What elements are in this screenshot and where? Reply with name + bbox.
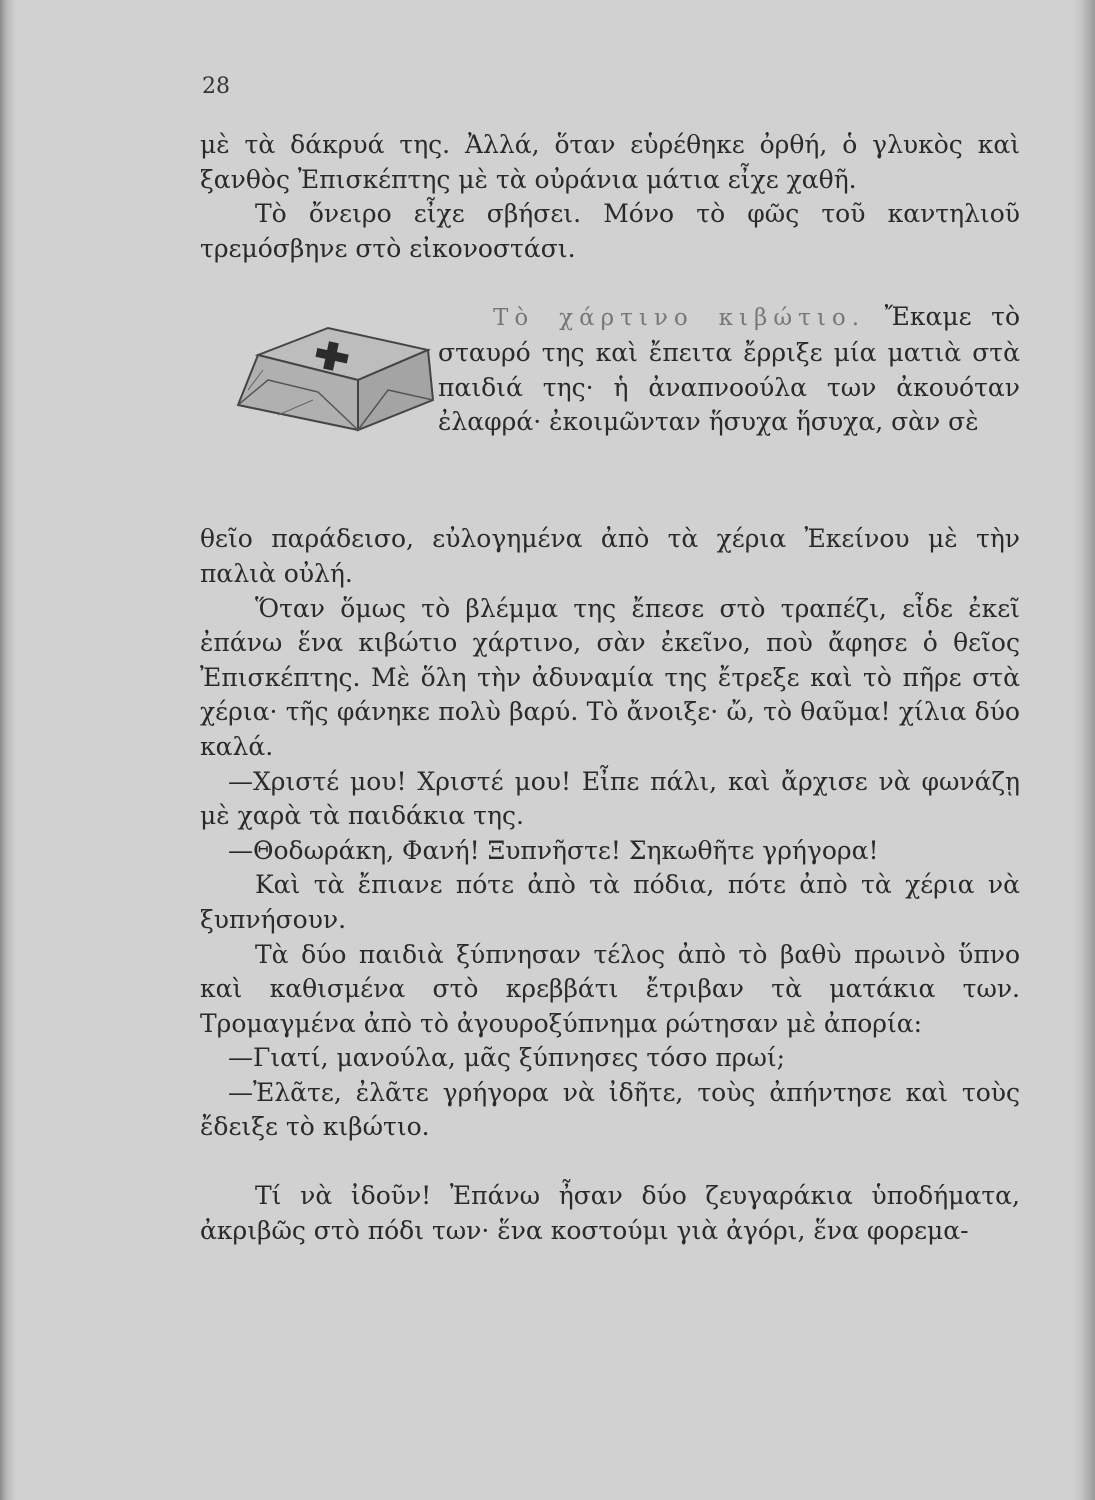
paragraph-2: Τὸ ὄνειρο εἶχε σβήσει. Μόνο τὸ φῶς τοῦ καντηλιοῦ τρεμόσβηνε στὸ εἰκονοστάσι. xyxy=(200,199,1020,263)
paper-box-with-cross-icon xyxy=(218,320,438,440)
illustrated-section xyxy=(200,300,1020,522)
paragraph-4: Ὅταν ὅμως τὸ βλέμμα της ἔπεσε στὸ τραπέζι, εἶδε ἐκεῖ ἐπάνω ἕνα κιβώτιο χάρτινο, σὰν ἐκεῖνο, ποὺ ἄφησε ὁ θεῖος Ἐπισκέπτης. Μὲ ὅλη τὴν ἀδυναμία της ἔτρεξε καὶ τὸ πῆρε στὰ χέρια· τῆς φάνηκε πολὺ βαρύ. Τὸ ἄνοιξε· ὤ, τὸ θαῦμα! χίλια δύο καλά. xyxy=(200,593,1020,761)
page-edge-left xyxy=(0,0,16,1500)
paragraph-1: μὲ τὰ δάκρυά της. Ἀλλά, ὅταν εὑρέθηκε ὀρθή, ὁ γλυκὸς καὶ ξανθὸς Ἐπισκέπτης μὲ τὰ οὐράνια μάτια εἶχε χαθῆ. xyxy=(200,130,1020,194)
float-text-column xyxy=(438,300,1020,439)
body-text xyxy=(200,128,1020,1248)
paragraph-3-continued: θεῖο παράδεισο, εὐλογημένα ἀπὸ τὰ χέρια Ἐκείνου μὲ τὴν παλιὰ οὐλή. xyxy=(200,524,1020,588)
dialogue-2: —Θοδωράκη, Φανή! Ξυπνῆστε! Σηκωθῆτε γρήγορα! xyxy=(228,835,879,865)
page-edge-right xyxy=(1073,0,1095,1500)
section-heading: Τὸ χάρτινο κιβώτιο. xyxy=(493,305,866,332)
dialogue-1: —Χριστέ μου! Χριστέ μου! Εἶπε πάλι, καὶ ἄρχισε νὰ φωνάζῃ μὲ χαρὰ τὰ παιδάκια της. xyxy=(200,766,1020,831)
paragraph-11: Τί νὰ ἰδοῦν! Ἐπάνω ἦσαν δύο ζευγαράκια ὑποδήματα, ἀκριβῶς στὸ πόδι των· ἕνα κοστούμι γιὰ ἀγόρι, ἕνα φορεμα- xyxy=(200,1181,1020,1245)
paragraph-8: Τὰ δύο παιδιὰ ξύπνησαν τέλος ἀπὸ τὸ βαθὺ πρωινὸ ὕπνο καὶ καθισμένα στὸ κρεββάτι ἔτριβαν τὰ ματάκια των. Τρομαγμένα ἀπὸ τὸ ἀγουροξύπνημα ρώτησαν μὲ ἀπορία: xyxy=(200,939,1020,1038)
dialogue-4: —Ἐλᾶτε, ἐλᾶτε γρήγορα νὰ ἰδῆτε, τοὺς ἀπήντησε καὶ τοὺς ἔδειξε τὸ κιβώτιο. xyxy=(200,1077,1020,1142)
paragraph-3-float: Ἔκαμε τὸ σταυρό της καὶ ἔπειτα ἔρριξε μία ματιὰ στὰ παιδιά της· ἡ ἀναπνοούλα των ἀκουόταν ἐλαφρά· ἐκοιμῶνταν ἥσυχα ἥσυχα, σὰν σὲ xyxy=(438,302,1020,437)
page-number: 28 xyxy=(202,74,230,99)
dialogue-3: —Γιατί, μανούλα, μᾶς ξύπνησες τόσο πρωί; xyxy=(228,1043,786,1073)
paragraph-7: Καὶ τὰ ἔπιανε πότε ἀπὸ τὰ πόδια, πότε ἀπὸ τὰ χέρια νὰ ξυπνήσουν. xyxy=(200,870,1020,934)
